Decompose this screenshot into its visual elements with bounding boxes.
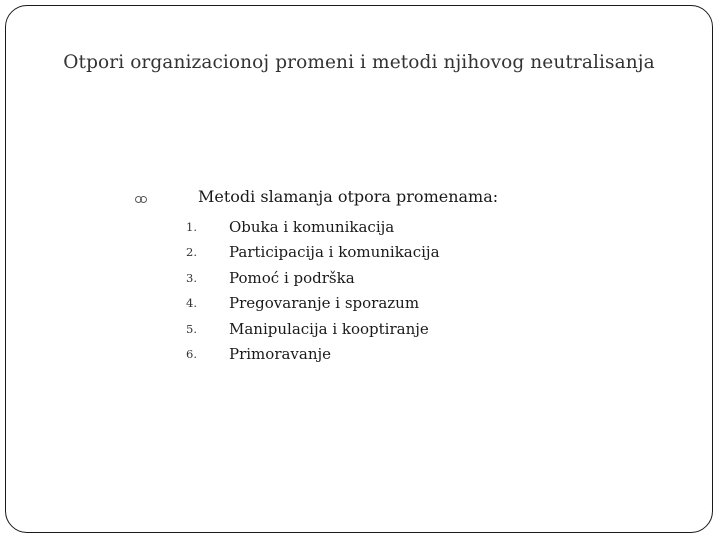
list-item — [186, 240, 440, 266]
list-item — [186, 342, 440, 368]
list-item-number: 2. — [186, 245, 197, 260]
list-item-number: 4. — [186, 296, 197, 311]
list-item-text: Pregovaranje i sporazum — [229, 294, 420, 313]
slide-title: Otpori organizacionoj promeni i metodi njihovog neutralisanja — [63, 52, 655, 73]
list-item-text: Pomoć i podrška — [229, 268, 355, 287]
list-item-text: Participacija i komunikacija — [229, 243, 440, 262]
list-item-text: Primoravanje — [229, 345, 332, 364]
list-item-text: Obuka i komunikacija — [229, 217, 395, 236]
list-item-number: 6. — [186, 347, 197, 362]
double-ring-bullet-icon — [134, 195, 154, 205]
list-item — [186, 214, 440, 240]
slide-frame — [5, 5, 713, 533]
list-item — [186, 291, 440, 317]
list-item-number: 3. — [186, 270, 197, 285]
list-item-number: 5. — [186, 321, 197, 336]
list-item — [186, 265, 440, 291]
list-heading: Metodi slamanja otpora promenama: — [198, 187, 499, 206]
methods-list — [186, 214, 440, 367]
bullet-marker — [134, 186, 154, 214]
list-item — [186, 316, 440, 342]
list-item-text: Manipulacija i kooptiranje — [229, 319, 429, 338]
list-item-number: 1. — [186, 219, 197, 234]
